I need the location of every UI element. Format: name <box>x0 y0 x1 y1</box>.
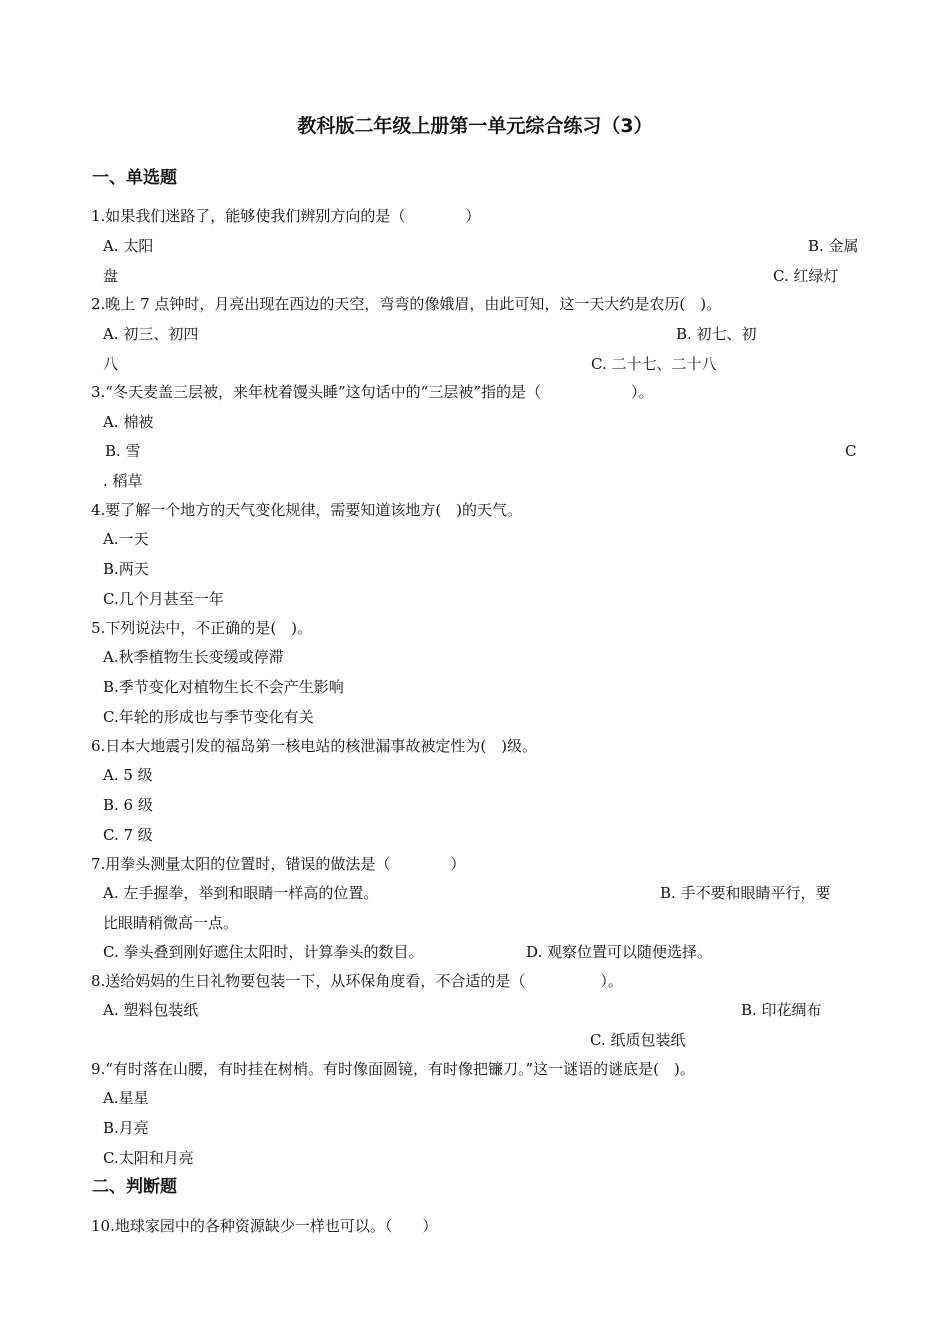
section-heading-true-false: 二、判断题 <box>92 1177 177 1197</box>
question-9: 9.“有时落在山腰，有时挂在树梢。有时像面圆镜，有时像把镰刀。”这一谜语的谜底是( )。 <box>91 1060 695 1078</box>
q3-option-c[interactable]: C <box>845 442 857 460</box>
q4-option-b[interactable]: B.两天 <box>103 560 149 578</box>
q9-option-c[interactable]: C.太阳和月亮 <box>103 1149 194 1167</box>
question-6: 6.日本大地震引发的福岛第一核电站的核泄漏事故被定性为( )级。 <box>91 737 538 755</box>
q5-option-a[interactable]: A.秋季植物生长变缓或停滞 <box>103 648 284 666</box>
q7-option-b[interactable]: B. 手不要和眼睛平行，要 <box>660 884 831 902</box>
q7-option-d[interactable]: D. 观察位置可以随便选择。 <box>526 943 713 961</box>
q9-option-b[interactable]: B.月亮 <box>103 1119 149 1137</box>
q2-option-b-cont: 八 <box>103 355 119 373</box>
question-10: 10.地球家园中的各种资源缺少一样也可以。（ ） <box>91 1217 438 1235</box>
q5-option-b[interactable]: B.季节变化对植物生长不会产生影响 <box>103 678 344 696</box>
q6-option-a[interactable]: A. 5 级 <box>103 766 153 784</box>
q7-option-c[interactable]: C. 拳头叠到刚好遮住太阳时，计算拳头的数目。 <box>103 943 424 961</box>
question-4: 4.要了解一个地方的天气变化规律，需要知道该地方( )的天气。 <box>91 501 523 519</box>
q7-option-a[interactable]: A. 左手握拳，举到和眼睛一样高的位置。 <box>103 884 379 902</box>
q2-option-b[interactable]: B. 初七、初 <box>676 325 757 343</box>
question-8: 8.送给妈妈的生日礼物要包装一下，从环保角度看，不合适的是（ ）。 <box>91 972 623 990</box>
q1-option-b-cont: 盘 <box>103 267 119 285</box>
q8-option-b[interactable]: B. 印花绸布 <box>741 1001 822 1019</box>
question-7: 7.用拳头测量太阳的位置时，错误的做法是（ ） <box>91 855 466 873</box>
q4-option-a[interactable]: A.一天 <box>103 530 149 548</box>
page-title: 教科版二年级上册第一单元综合练习（3） <box>297 115 653 137</box>
q8-option-a[interactable]: A. 塑料包装纸 <box>103 1001 199 1019</box>
q3-option-a[interactable]: A. 棉被 <box>103 413 154 431</box>
q4-option-c[interactable]: C.几个月甚至一年 <box>103 590 224 608</box>
q6-option-c[interactable]: C. 7 级 <box>103 826 153 844</box>
q1-option-a[interactable]: A. 太阳 <box>103 237 154 255</box>
q1-option-c[interactable]: C. 红绿灯 <box>773 267 839 285</box>
question-5: 5.下列说法中，不正确的是( )。 <box>91 619 313 637</box>
q1-option-b[interactable]: B. 金属 <box>808 237 859 255</box>
q6-option-b[interactable]: B. 6 级 <box>103 796 153 814</box>
q3-option-c-cont: . 稻草 <box>103 472 143 490</box>
question-3: 3.“冬天麦盖三层被，来年枕着馒头睡”这句话中的“三层被”指的是（ ）。 <box>91 383 654 401</box>
q9-option-a[interactable]: A.星星 <box>103 1089 149 1107</box>
question-2: 2.晚上 7 点钟时，月亮出现在西边的天空，弯弯的像娥眉，由此可知，这一天大约是农历( )。 <box>91 295 722 313</box>
q7-option-b-cont: 比眼睛稍微高一点。 <box>103 914 239 932</box>
q2-option-c[interactable]: C. 二十七、二十八 <box>591 355 717 373</box>
q8-option-c[interactable]: C. 纸质包装纸 <box>590 1031 686 1049</box>
q2-option-a[interactable]: A. 初三、初四 <box>103 325 199 343</box>
q3-option-b[interactable]: B. 雪 <box>105 442 141 460</box>
q5-option-c[interactable]: C.年轮的形成也与季节变化有关 <box>103 708 314 726</box>
question-1: 1.如果我们迷路了，能够使我们辨别方向的是（ ） <box>91 207 481 225</box>
section-heading-single-choice: 一、单选题 <box>92 168 177 188</box>
